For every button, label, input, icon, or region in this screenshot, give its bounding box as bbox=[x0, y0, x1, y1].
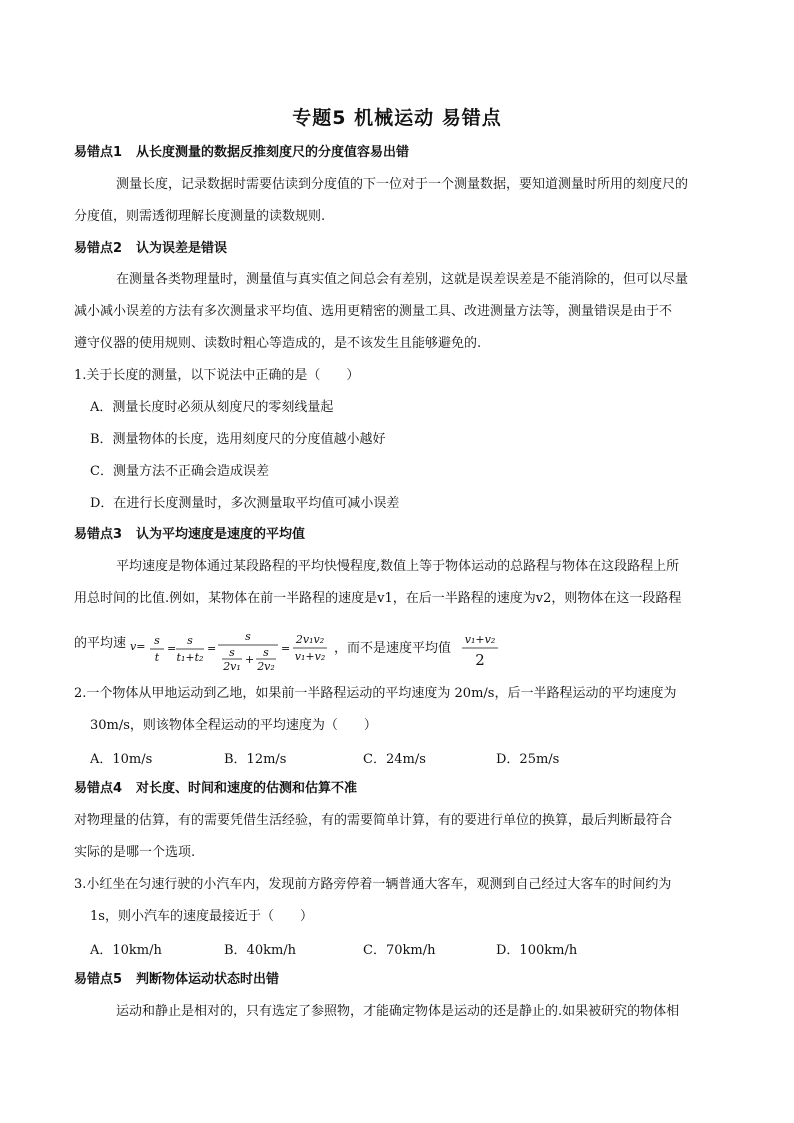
question-3-stem-line: 1s，则小汽车的速度最接近于（ ） bbox=[90, 909, 313, 924]
question-2-option-c: C．24m/s bbox=[363, 752, 426, 767]
section-1-title: 从长度测量的数据反推刻度尺的分度值容易出错 bbox=[136, 145, 410, 160]
section-5-title: 判断物体运动状态时出错 bbox=[136, 972, 280, 987]
question-3-stem-line: 3.小红坐在匀速行驶的小汽车内，发现前方路旁停着一辆普通大客车，观测到自己经过大客车的时间约为 bbox=[74, 877, 672, 892]
section-2-paragraph-line: 减小减小误差的方法有多次测量求平均值、选用更精密的测量工具、改进测量方法等，测量错误是由于不 bbox=[74, 304, 673, 319]
plus-sign: + bbox=[245, 653, 255, 666]
formula-lhs: v= bbox=[130, 640, 146, 653]
equals-sign: = bbox=[207, 642, 217, 655]
question-3-option-c: C．70km/h bbox=[363, 943, 436, 958]
section-2-heading bbox=[74, 239, 227, 259]
section-2-paragraph-line: 在测量各类物理量时，测量值与真实值之间总会有差别，这就是误差误差是不能消除的，但可以尽量 bbox=[116, 272, 689, 287]
section-5-heading bbox=[74, 970, 279, 990]
equals-sign: = bbox=[281, 642, 291, 655]
question-1-option-d: D．在进行长度测量时，多次测量取平均值可减小误差 bbox=[90, 496, 400, 511]
section-5-paragraph-line: 运动和静止是相对的，只有选定了参照物，才能确定物体是运动的还是静止的.如果被研究的物体相 bbox=[116, 1004, 680, 1019]
section-4-paragraph-line: 实际的是哪一个选项. bbox=[74, 845, 196, 860]
section-1-heading bbox=[74, 143, 409, 163]
formula-f4-num: 2v₁v₂ bbox=[295, 633, 325, 646]
formula-prefix: 的平均速 bbox=[74, 636, 127, 651]
question-3-option-b: B．40km/h bbox=[224, 943, 297, 958]
page-title: 专题5 机械运动 易错点 bbox=[292, 107, 502, 129]
section-5-label: 易错点5 bbox=[74, 972, 123, 987]
section-2-paragraph-line: 遵守仪器的使用规则、读数时粗心等造成的，是不该发生且能够避免的. bbox=[74, 336, 482, 351]
question-2-option-d: D．25m/s bbox=[496, 752, 560, 767]
formula-avg-num: v₁+v₂ bbox=[464, 633, 496, 646]
question-2-stem-line: 30m/s，则该物体全程运动的平均速度为（ ） bbox=[90, 718, 377, 733]
section-1-paragraph-line: 测量长度，记录数据时需要估读到分度值的下一位对于一个测量数据，要知道测量时所用的刻度尺的 bbox=[116, 177, 689, 192]
question-2-stem-line: 2.一个物体从甲地运动到乙地，如果前一半路程运动的平均速度为 20m/s，后一半路程运动的平均速度为 bbox=[74, 686, 677, 701]
formula-f2-num: s bbox=[187, 634, 193, 647]
formula-f1-num: s bbox=[154, 634, 160, 647]
formula-f3-den-b-den: 2v₂ bbox=[257, 660, 275, 672]
formula-f3-num: s bbox=[245, 630, 251, 643]
section-3-heading bbox=[74, 525, 305, 545]
formula-f2-den: t₁+t₂ bbox=[176, 651, 204, 664]
section-1-paragraph-line: 分度值，则需透彻理解长度测量的读数规则. bbox=[74, 209, 326, 224]
question-3-option-d: D．100km/h bbox=[496, 943, 578, 958]
formula-f1-den: t bbox=[154, 651, 160, 664]
equals-sign: = bbox=[167, 642, 177, 655]
question-3-option-a: A．10km/h bbox=[90, 943, 162, 958]
question-1-option-b: B．测量物体的长度，选用刻度尺的分度值越小越好 bbox=[90, 432, 386, 447]
question-1-stem: 1.关于长度的测量，以下说法中正确的是（ ） bbox=[74, 368, 360, 383]
section-3-paragraph-line: 平均速度是物体通过某段路程的平均快慢程度,数值上等于物体运动的总路程与物体在这段路程上所 bbox=[116, 559, 680, 574]
section-4-heading bbox=[74, 779, 357, 799]
formula-f3-den-a-den: 2v₁ bbox=[223, 660, 241, 672]
question-2-option-b: B．12m/s bbox=[224, 752, 287, 767]
section-3-paragraph-line: 用总时间的比值.例如，某物体在前一半路程的速度是v1，在后一半路程的速度为v2，则物体在这一段路程 bbox=[74, 591, 682, 606]
section-2-label: 易错点2 bbox=[74, 241, 123, 256]
question-1-option-a: A．测量长度时必须从刻度尺的零刻线量起 bbox=[90, 400, 334, 415]
average-speed-formula bbox=[128, 628, 508, 672]
section-4-label: 易错点4 bbox=[74, 781, 123, 796]
formula-suffix: ，而不是速度平均值 bbox=[334, 641, 452, 656]
question-1-option-c: C．测量方法不正确会造成误差 bbox=[90, 464, 269, 479]
section-4-title: 对长度、时间和速度的估测和估算不准 bbox=[136, 781, 358, 796]
formula-f3-den-a: s bbox=[229, 646, 235, 659]
formula-f4-den: v₁+v₂ bbox=[294, 650, 326, 663]
section-3-title: 认为平均速度是速度的平均值 bbox=[136, 527, 306, 542]
formula-f3-den-b: s bbox=[263, 646, 269, 659]
section-3-label: 易错点3 bbox=[74, 527, 123, 542]
section-1-label: 易错点1 bbox=[74, 145, 123, 160]
question-2-option-a: A．10m/s bbox=[90, 752, 153, 767]
formula-avg-den: 2 bbox=[475, 651, 485, 669]
section-4-paragraph-line: 对物理量的估算，有的需要凭借生活经验，有的需要简单计算，有的要进行单位的换算，最后判断最符合 bbox=[74, 813, 673, 828]
section-2-title: 认为误差是错误 bbox=[136, 241, 228, 256]
